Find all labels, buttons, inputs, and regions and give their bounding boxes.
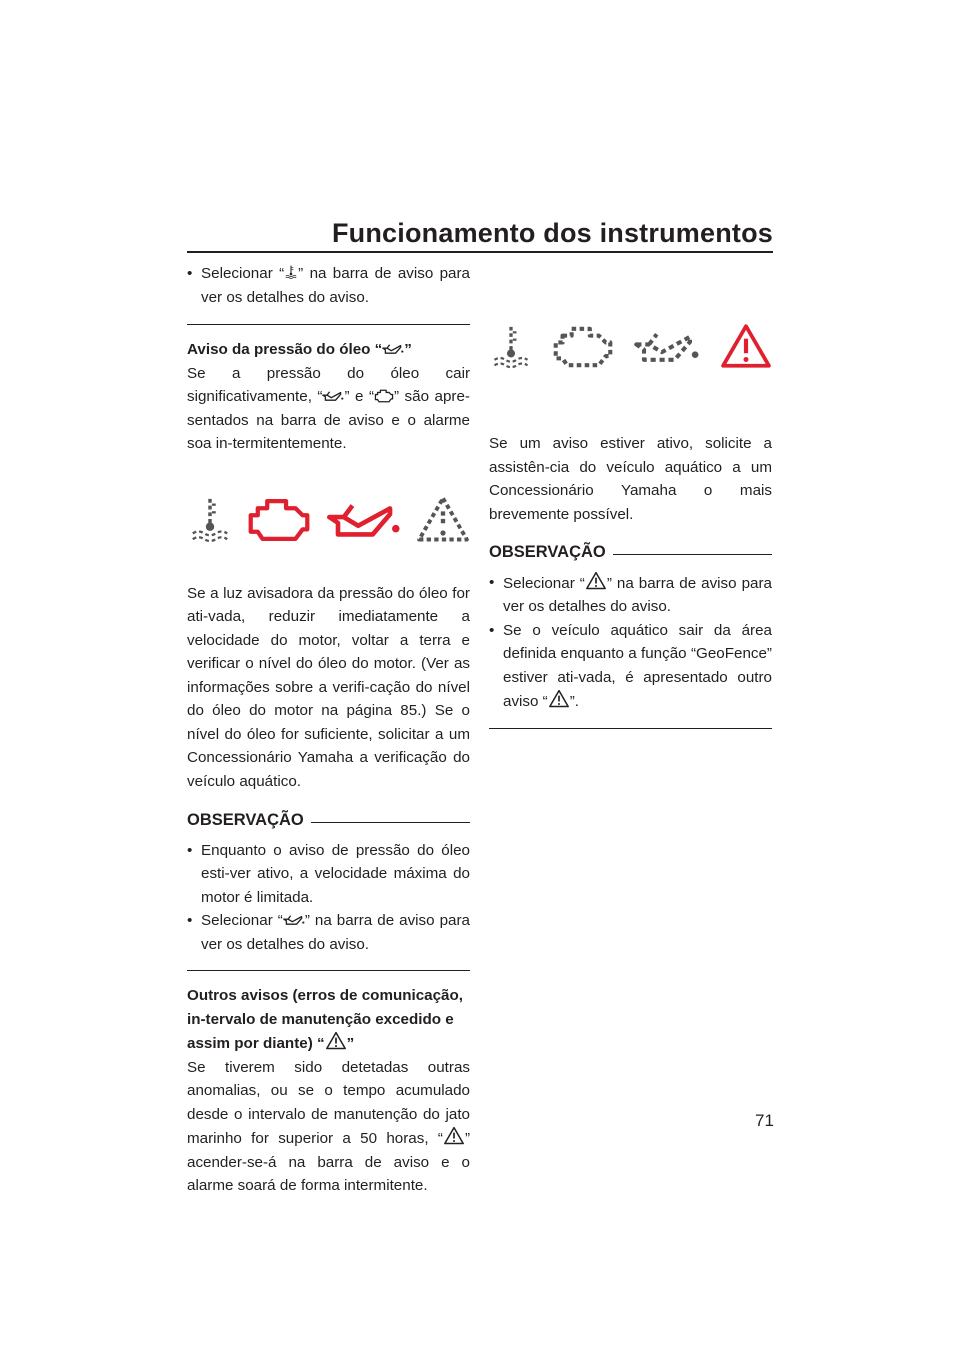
title-rule bbox=[187, 251, 773, 253]
right-column bbox=[489, 318, 772, 729]
warning-triangle-icon bbox=[325, 1031, 347, 1051]
list-item: • Se o veículo aquático sair da área definida enquanto a função “GeoFence” estiver ati-vada, é apresentado outro aviso “ ”. bbox=[489, 619, 772, 714]
warning-triangle-icon bbox=[720, 322, 772, 372]
oil-can-icon bbox=[382, 341, 404, 357]
oil-paragraph-line1: Se a pressão do óleo cair bbox=[187, 364, 470, 382]
other-warnings-paragraph: Se tiverem sido detetadas outras anomalias, ou se o tempo acumulado desde o intervalo de manutenção do jato marinho for superior a 50 horas, “ ” acender-se-á na barra de aviso e o alarme soará de forma intermitente. bbox=[187, 1058, 470, 1194]
left-column bbox=[187, 262, 470, 1198]
list-item: • Selecionar “ ” na barra de aviso para ver os detalhes do aviso. bbox=[489, 571, 772, 619]
list-item: • Enquanto o aviso de pressão do óleo esti-ver ativo, a velocidade máxima do motor é limitada. bbox=[187, 839, 470, 910]
list-item: • Selecionar “ ” na barra de aviso para ver os detalhes do aviso. bbox=[187, 909, 470, 956]
other-warnings-heading: Outros avisos (erros de comunicação, in-tervalo de manutenção excedido e assim por diante) “ ” bbox=[187, 987, 464, 1052]
divider bbox=[187, 324, 470, 325]
warning-icon-row bbox=[489, 318, 772, 376]
coolant-temp-icon bbox=[187, 495, 233, 545]
divider bbox=[187, 970, 470, 971]
divider bbox=[489, 728, 772, 729]
oil-paragraph-rest: sentados na barra de aviso e o alarme soa in-termitentemente. bbox=[187, 411, 470, 452]
oil-pressure-heading: Aviso da pressão do óleo “ ” bbox=[187, 341, 412, 358]
oil-paragraph-line2: significativamente, “ ” e “ ” são apre- bbox=[187, 388, 470, 405]
observation-title-rule bbox=[311, 822, 470, 823]
coolant-temp-icon bbox=[489, 323, 533, 371]
coolant-temp-icon bbox=[284, 263, 298, 281]
page-number: 71 bbox=[755, 1111, 774, 1130]
engine-icon bbox=[246, 493, 312, 547]
warning-triangle-icon bbox=[416, 494, 470, 546]
list-item: • Selecionar “ ” na barra de aviso para ver os detalhes do aviso. bbox=[187, 262, 470, 309]
warning-triangle-icon bbox=[585, 571, 607, 591]
warning-triangle-icon bbox=[443, 1126, 465, 1146]
warning-triangle-icon bbox=[548, 689, 570, 709]
oil-instructions: Se a luz avisadora da pressão do óleo for ati-vada, reduzir imediatamente a velocidade do motor, voltar a terra e verificar o nível do óleo do motor. (Ver as informações sobre a verifi-cação do nível do óleo do motor na página 85.) Se o nível do óleo for suficiente, solicitar a um Concessionário Yamaha a verificação do veículo aquático. bbox=[187, 584, 470, 790]
active-warning-paragraph: Se um aviso estiver ativo, solicite a assistên-cia do veículo aquático a um Concessionário Yamaha o mais brevemente possível. bbox=[489, 435, 772, 523]
oil-can-icon bbox=[322, 388, 344, 404]
observation-title: OBSERVAÇÃO bbox=[187, 809, 470, 833]
oil-can-icon bbox=[283, 912, 305, 928]
oil-can-icon bbox=[632, 324, 702, 370]
engine-icon bbox=[551, 322, 615, 372]
oil-can-icon bbox=[325, 494, 403, 546]
observation-title: OBSERVAÇÃO bbox=[489, 541, 772, 565]
oil-warning-icon-row bbox=[187, 490, 470, 550]
engine-icon bbox=[374, 388, 394, 404]
observation-title-rule bbox=[613, 554, 772, 555]
page-title: Funcionamento dos instrumentos bbox=[331, 218, 773, 248]
